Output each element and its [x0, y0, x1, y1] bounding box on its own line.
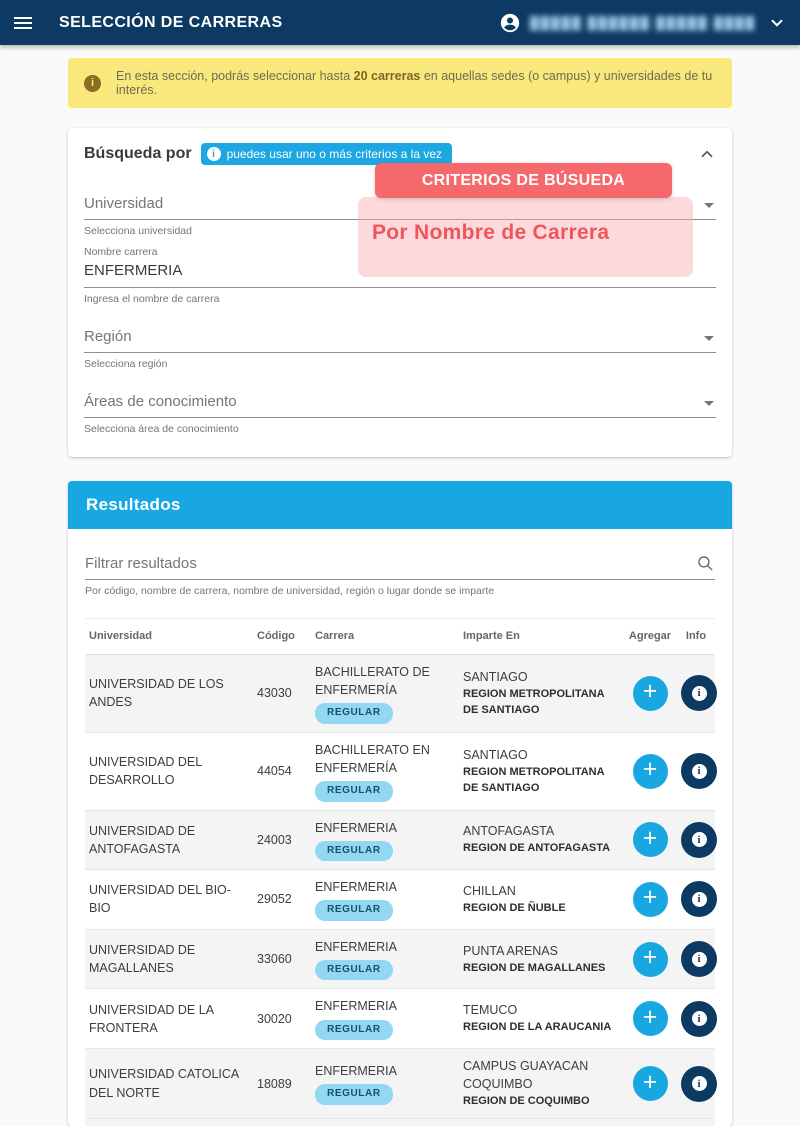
collapse-panel-button[interactable]: [698, 145, 716, 163]
info-button[interactable]: [681, 1001, 717, 1037]
annotation-por-nombre: Por Nombre de Carrera: [372, 221, 610, 244]
info-icon: i: [692, 832, 707, 847]
cell-career: [311, 655, 459, 733]
cell-code: 29052: [253, 870, 311, 930]
cell-career: [311, 989, 459, 1049]
areas-helper: Selecciona área de conocimiento: [84, 423, 239, 435]
cell-imparte: [459, 1049, 623, 1119]
cell-university: UNIVERSIDAD DE ANTOFAGASTA: [85, 810, 253, 870]
cell-university: UNIVERSIDAD DE MAGALLANES: [85, 929, 253, 989]
place-text: TEMUCO: [463, 1003, 518, 1018]
cell-code: 18089: [253, 1049, 311, 1119]
region-label: Región: [84, 328, 132, 345]
cell-code: 43030: [253, 655, 311, 733]
region-select[interactable]: [84, 328, 716, 370]
region-text: REGION METROPOLITANA DE SANTIAGO: [463, 688, 605, 716]
search-title: Búsqueda por: [84, 145, 192, 162]
cell-career: [311, 732, 459, 810]
app-bar: [0, 0, 800, 45]
cell-imparte: [459, 732, 623, 810]
region-text: REGION DE ÑUBLE: [463, 902, 566, 915]
dropdown-arrow-icon: [704, 401, 714, 406]
search-hint-text: puedes usar uno o más criterios a la vez: [226, 147, 443, 161]
areas-select[interactable]: [84, 393, 716, 435]
results-title: Resultados: [86, 495, 181, 514]
account-circle-icon: [499, 12, 521, 34]
cell-university: UNIVERSIDAD DEL DESARROLLO: [85, 732, 253, 810]
cell-career: [311, 810, 459, 870]
search-hint-chip: [201, 143, 452, 165]
user-name-redacted: █████ ██████ █████ ████: [529, 15, 756, 30]
cell-university: UNIVERSIDAD DEL BIO-BIO: [85, 870, 253, 930]
place-text: CAMPUS GUAYACAN COQUIMBO: [463, 1059, 589, 1092]
region-text: REGION DE ANTOFAGASTA: [463, 842, 611, 855]
annotation-highlight-overlay: [358, 197, 693, 277]
areas-label: Áreas de conocimiento: [84, 393, 237, 410]
modality-badge: REGULAR: [315, 1020, 393, 1041]
add-career-button[interactable]: +: [633, 1001, 668, 1036]
table-row: [85, 989, 715, 1049]
nombre-carrera-label: Nombre carrera: [84, 246, 158, 258]
region-text: REGION DE MAGALLANES: [463, 961, 606, 974]
career-name: BACHILLERATO DE ENFERMERÍA: [315, 665, 430, 698]
table-row: [85, 929, 715, 989]
modality-badge: REGULAR: [315, 1084, 393, 1105]
place-text: SANTIAGO: [463, 747, 528, 762]
add-career-button[interactable]: +: [633, 676, 668, 711]
info-button[interactable]: [681, 1066, 717, 1102]
info-button[interactable]: [681, 822, 717, 858]
modality-badge: REGULAR: [315, 781, 393, 802]
cell-university: UNIVERSIDAD CATOLICA DEL NORTE: [85, 1049, 253, 1119]
cell-code: 30020: [253, 989, 311, 1049]
region-helper: Selecciona región: [84, 358, 168, 370]
career-name: ENFERMERIA: [315, 999, 397, 1014]
next-row-peek: [85, 1119, 715, 1126]
cell-career: [311, 1049, 459, 1119]
banner-text-before: En esta sección, podrás seleccionar hasta: [116, 69, 354, 83]
cell-career: [311, 870, 459, 930]
annotation-criterios-busqueda: CRITERIOS DE BÚSUEDA: [375, 163, 672, 198]
filter-helper: Por código, nombre de carrera, nombre de universidad, región o lugar donde se imparte: [85, 585, 495, 597]
banner-text-bold: 20 carreras: [353, 69, 421, 83]
col-universidad: Universidad: [85, 619, 253, 655]
info-icon: i: [692, 764, 707, 779]
dropdown-arrow-icon: [704, 203, 714, 208]
info-button[interactable]: [681, 941, 717, 977]
cell-imparte: [459, 989, 623, 1049]
info-banner: [68, 58, 732, 108]
cell-code: 24003: [253, 810, 311, 870]
results-table: [85, 618, 715, 1119]
cell-university: UNIVERSIDAD DE LA FRONTERA: [85, 989, 253, 1049]
place-text: ANTOFAGASTA: [463, 824, 555, 839]
universidad-helper: Selecciona universidad: [84, 225, 192, 237]
place-text: CHILLAN: [463, 883, 516, 898]
career-name: ENFERMERIA: [315, 1064, 397, 1079]
cell-imparte: [459, 810, 623, 870]
place-text: SANTIAGO: [463, 669, 528, 684]
results-header: [68, 481, 732, 529]
info-icon: i: [692, 1076, 707, 1091]
modality-badge: REGULAR: [315, 841, 393, 862]
table-row: [85, 732, 715, 810]
table-row: [85, 655, 715, 733]
page-title: SELECCIÓN DE CARRERAS: [59, 13, 283, 31]
cell-university: UNIVERSIDAD DE LOS ANDES: [85, 655, 253, 733]
cell-career: [311, 929, 459, 989]
cell-imparte: [459, 929, 623, 989]
modality-badge: REGULAR: [315, 703, 393, 724]
region-text: REGION METROPOLITANA DE SANTIAGO: [463, 765, 605, 794]
add-career-button[interactable]: +: [633, 822, 668, 857]
info-icon: i: [692, 952, 707, 967]
chevron-down-icon[interactable]: [768, 14, 786, 32]
col-codigo: Código: [253, 619, 311, 655]
table-header-row: [85, 619, 715, 655]
banner-text: [116, 69, 716, 97]
modality-badge: REGULAR: [315, 900, 393, 921]
results-panel: [68, 481, 732, 1126]
add-career-button[interactable]: +: [633, 942, 668, 977]
chip-info-icon: i: [207, 147, 221, 161]
add-career-button[interactable]: +: [633, 1066, 668, 1101]
cell-code: 44054: [253, 732, 311, 810]
career-name: ENFERMERIA: [315, 939, 397, 954]
modality-badge: REGULAR: [315, 960, 393, 981]
user-menu[interactable]: [499, 12, 786, 34]
info-icon: i: [692, 686, 707, 701]
add-career-button[interactable]: +: [633, 754, 668, 789]
cell-imparte: [459, 870, 623, 930]
col-info: Info: [677, 619, 715, 655]
add-career-button[interactable]: +: [633, 882, 668, 917]
region-text: REGION DE LA ARAUCANIA: [463, 1021, 612, 1034]
table-row: [85, 870, 715, 930]
info-icon: i: [692, 1011, 707, 1026]
banner-text-after: en aquellas sedes (o campus) y universidades de tu interés.: [116, 69, 713, 97]
career-name: BACHILLERATO EN ENFERMERÍA: [315, 742, 430, 775]
region-text: REGION DE COQUIMBO: [463, 1095, 590, 1108]
info-button[interactable]: [681, 753, 717, 789]
col-imparte-en: Imparte En: [459, 619, 623, 655]
universidad-label: Universidad: [84, 195, 164, 212]
info-button[interactable]: [681, 675, 717, 711]
col-agregar: Agregar: [623, 619, 677, 655]
cell-imparte: [459, 655, 623, 733]
nombre-carrera-helper: Ingresa el nombre de carrera: [84, 293, 220, 305]
table-row: [85, 810, 715, 870]
info-button[interactable]: [681, 881, 717, 917]
career-name: ENFERMERIA: [315, 820, 397, 835]
cell-code: 33060: [253, 929, 311, 989]
dropdown-arrow-icon: [704, 336, 714, 341]
place-text: PUNTA ARENAS: [463, 943, 558, 958]
career-name: ENFERMERIA: [315, 880, 397, 895]
info-icon: i: [692, 892, 707, 907]
table-row: [85, 1049, 715, 1119]
col-carrera: Carrera: [311, 619, 459, 655]
info-icon: i: [84, 75, 101, 92]
menu-icon[interactable]: [14, 14, 34, 32]
search-icon: [696, 554, 715, 573]
filter-results-input[interactable]: [85, 555, 696, 572]
